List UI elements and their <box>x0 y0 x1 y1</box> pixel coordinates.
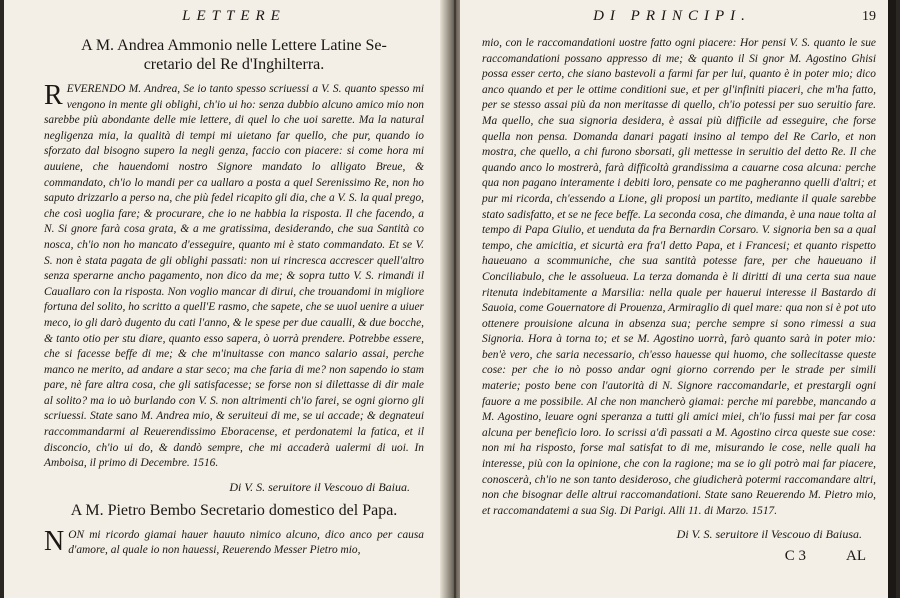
letter1-body-text: EVERENDO M. Andrea, Se io tanto spesso scriuessi a V. S. quanto spesso mi vengono in mente gli oblighi, ch'io ui ho: senza dubbio alcuno amico mio non sarebbe più abondante delle mie lettere, di quel lo che uoi sarette. Ma la natural negligenza mia, la qualità di tempi mi uietano far quello, che pur, quando io sforzato dal bisogno supero la negli genza, faccio con piacere: si come hora mi auuiene, che hauendomi nostro Signore mandato lo alligato Breue, & commandato, ch'io lo mandi per ca uallaro a posta a quel Serenissimo Re, non ho saputo drizzarlo a perso na, che più fedel ricapito gli dia, che a V. S. la qual prego, che così uoglia fare; & procurare, che io ne habbia la risposta. Il che facendo, a N. Si gnore farà cosa grata, & a me gratissima, desiderando, che sua Santità co nosca, ch'io non ho mancato d'esseguire, quanto mi è stato commandato. Et se V. S. non è stata pagata de gli oblighi passati: non ui rincresca accrescer quell'altro senza sperarne ancho pagamento, non dico da me; & sopra tutto V. S. rimandi il Cauallaro con la risposta. Non voglio mancar di dirui, che trouandomi in migliore fortuna del solito, ho scritto a quell'E rasmo, che sapete, che se uuol uenire a uiuer meco, io gli darò dugento du cati l'anno, & le spese per due caualli, & due bocche, & tanto otio per stu diare, quanto esso sapera, ò uorrà prendere. Potrebbe essere, che si facesse beffe di me; & che m'inuitasse con manco salario assai, perche manco ne merito, ad andare a star seco; ma che faria di me? non sapendo io stam pare, nè fare altra cosa, che gli satisfacesse; se forse non si dilettasse di dir male al solito? ma io uò burlando con V. S. non altrimenti ch'io farei, se ogni giorno gli scriuessi. State sano M. Andrea mio, & seruiteui di me, se ui accade; & degnateui raccommandarmi al Reuerendissimo Eboracense, et perdonatemi la fatica, et il disconcio, ch'io ui do, & dandò sempre, che mi accaderà ualermi di uoi. In Amboisa, il primo di Decembre. 1516. <box>44 83 424 470</box>
letter1-heading-line2: cretario del Re d'Inghilterra. <box>143 56 325 73</box>
letter1-signature: Di V. S. seruitore il Vescouo di Baiua. <box>229 479 410 494</box>
letter2-body-text: ON mi ricordo giamai hauer hauuto nimico alcuno, dico anco per causa d'amore, al quale io non hauessi, Reuerendo Messer Pietro mio, <box>68 528 424 557</box>
right-page <box>460 0 896 598</box>
right-body: mio, con le raccomandationi uostre fatto ogni piacere: Hor pensi V. S. quanto le sue raccomandationi possano appresso di me; & quanto il Si gnor M. Agostino Ghisi possa esser certo, che siano bastevoli a farmi far per lui, quanto è in poter mio; dico anco quando et per le ottime conditioni sue, et per gl'infiniti piaceri, che m'ha fatto, per se stesso assai più da non meritasse di quello, ch'io potessi per suo seruitio fare. Ma quello, che sua signoria desidera, è assai più difficile ad esseguire, che forse quella non pensa. Domanda danari pagati insino al tempo del Re Carlo, et non mostra, che quello, a chi furono sborsati, gli mettesse in seruitio del detto Re. Il che quando anco lo mostrerà, farà difficoltà grandissima a cauarne cosa alcuna: perche qua non pagano interamente i debiti loro, pensate co me pagheranno quelli d'altri; et pur mi ricorda, ch'essendo a Lione, gli proposi un partito, mediante il quale sarebbe stato sadisfatto, et se ne fece beffe. La seconda cosa, che dimanda, è una naue tolta al tempo di Papa Giulio, et uenduta da fra Bernardin Corsaro. V. signoria ben sa a qual tempo, che amicitia, et sicurtà era fra'l detto Papa, et i Francesi; et quanto rispetto haueuano a scommuniche, che sua santità potesse fare, per che haueuano il Conciliabulo, che le assolueua. La terza domanda è li diritti di una certa sua naue ritenuta indebitamente a Marsilia: nella quale per hauerui interesse il Bastardo di Sauoia, come Gouernatore di Prouenza, Armiraglio di quel mare: qua non si è pot uto ottenere prouisione alcuna in absenza sua; perche sempre si sono rimessi a sua Signoria. Hora à torna to; et se M. Agostino uorrà, farò quanto sarà in poter mio: ben'è vero, che saria necessario, ch'esso hauesse qui huomo, che sollecitasse queste cose: per che io nò posso andar ogni giorno correndo per le strade per simili materie; posto bene con l'autorità di N. Signore raccomandarle, et prestargli ogni fauore a me possibile. Al che non mancherò giamai: perche mi parebbe, mancando a M. Agostino, leuare ogni speranza a tutti gli amici miei, ch'io fussi mai per far cosa alcuna per beneficio loro. Io scrissi a'dì passati a M. Agostino circa queste sue cose: non mi ha risposto, forse mal satisfat to di me, misurando le cose, nelle quali ha interesse, più con la opinione, che con la ragione; ma se io gli potrò mai far piacere, conoscerà, ch'io ne son tanto desideroso, che giudicherà potermi raccomandare altri, non che bisognar delle altrui raccomandationi. State sano Reuerendo M. Pietro mio, et raccomandatemi a sua Sig. Di Parigi. Alli 11. di Marzo. 1517. <box>482 37 876 517</box>
running-head-text-right: DI PRINCIPI. <box>593 8 751 24</box>
letter1-dropcap: R <box>44 80 63 111</box>
page-edge-shadow <box>888 0 896 598</box>
letter2-body <box>44 525 424 559</box>
letter1-body <box>44 82 424 472</box>
signature-mark: C 3 <box>784 548 806 565</box>
letter2-dropcap: N <box>44 525 65 557</box>
right-signature: Di V. S. seruitore il Vescouo di Baiusa. <box>676 527 862 542</box>
page-number: 19 <box>862 9 876 24</box>
letter1-heading-line1: A M. Andrea Ammonio nelle Lettere Latine Se- <box>81 37 387 54</box>
running-head-text: LETTERE <box>182 8 286 24</box>
page-footer <box>482 548 876 565</box>
running-head-left <box>44 8 424 30</box>
running-head-right <box>482 8 876 30</box>
letter1-heading <box>44 36 424 74</box>
letter2-heading: A M. Pietro Bembo Secretario domestico del Papa. <box>70 501 398 519</box>
left-page <box>4 0 450 598</box>
catchword: AL <box>846 548 866 565</box>
